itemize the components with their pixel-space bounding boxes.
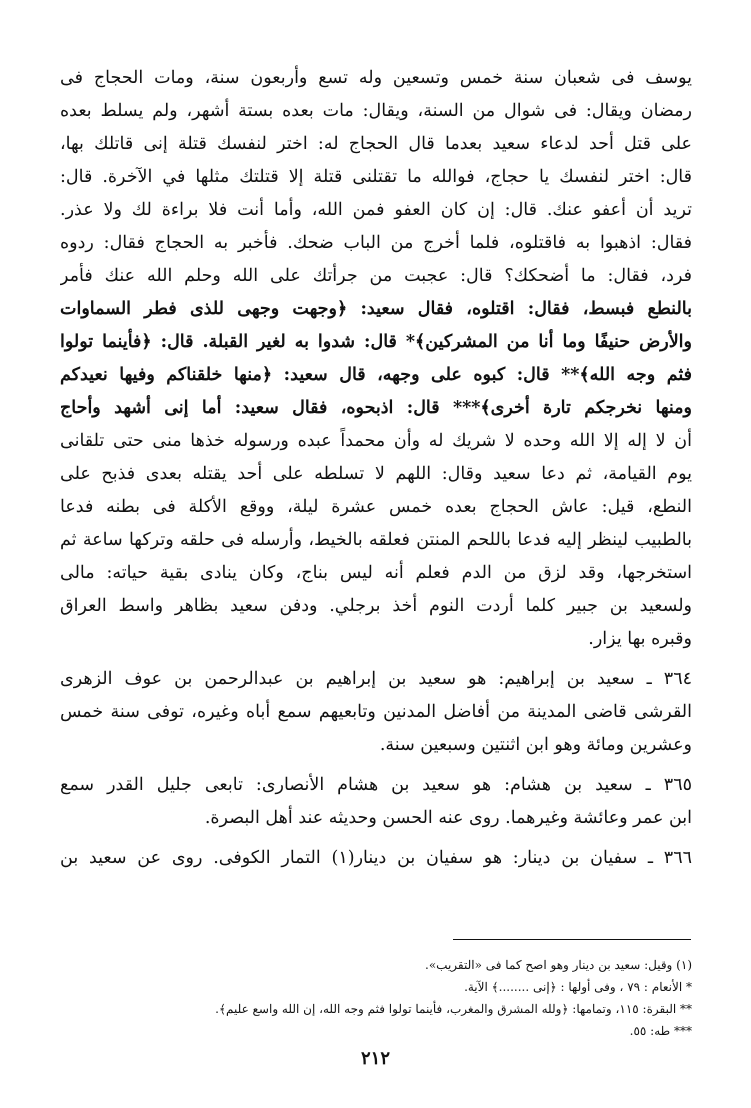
text-line: رمضان ويقال: فى شوال من السنة، ويقال: مات بعده بستة أشهر، ولم يسلط بعده	[60, 101, 692, 121]
text-line: على قتل أحد لدعاء سعيد بعدما قال الحجاج له: اختر لنفسك قتلة إنى قاتلك بها،	[60, 134, 692, 154]
text-line: ولسعيد بن جبير كلما أردت النوم أخذ برجلي. ودفن سعيد بظاهر واسط العراق	[60, 596, 692, 616]
text-line: يوسف فى شعبان سنة خمس وتسعين وله تسع وأربعون سنة، ومات الحجاج فى	[60, 68, 692, 88]
entry-364-line: وعشرين ومائة وهو ابن اثنتين وسبعين سنة.	[379, 735, 692, 755]
text-line: يوم القيامة، ثم دعا سعيد وقال: اللهم لا تسلطه على أحد يقتله بعدى فذبح على	[60, 464, 692, 484]
footnote: ** البقرة: ١١٥، وتمامها: ﴿ولله المشرق والمغرب، فأينما تولوا فثم وجه الله، إن الله واسع عليم﴾.	[215, 1002, 692, 1016]
quran-quote-line: والأرض حنيفًا وما أنا من المشركين﴾* قال: شدوا به لغير القبلة. قال: ﴿فأينما تولوا	[60, 332, 692, 352]
entry-365-line: ابن عمر وعائشة وغيرهما. روى عنه الحسن وحديثه عند أهل البصرة.	[204, 808, 692, 828]
quran-quote-line: بالنطع فبسط، فقال: اقتلوه، فقال سعيد: ﴿وجهت وجهى للذى فطر السماوات	[60, 299, 692, 319]
quran-quote-line: فثم وجه الله﴾** قال: كبوه على وجهه، قال سعيد: ﴿منها خلقناكم وفيها نعيدكم	[60, 365, 692, 385]
footnotes	[60, 954, 692, 1042]
footnote-separator	[453, 939, 691, 940]
footnote: * الأنعام : ٧٩ ، وفى أولها : ﴿إنى ........﴾ الآية.	[464, 980, 692, 994]
quran-quote-line: ومنها نخرجكم تارة أخرى﴾*** قال: اذبحوه، فقال سعيد: أما إنى أشهد وأحاج	[60, 398, 692, 418]
text-line: فرد، فقال: ما أضحكك؟ قال: عجبت من جرأتك على الله وحلم الله عنك فأمر	[60, 266, 692, 286]
text-line: استخرجها، وقد لزق من الدم فعلم أنه ليس بناج، وكان ينادى بقية حياته: مالى	[60, 563, 692, 583]
text-line: فقال: اذهبوا به فاقتلوه، فلما أخرج من الباب ضحك. فأخبر به الحجاج فقال: ردوه	[60, 233, 692, 253]
text-line: النطع، قيل: عاش الحجاج بعده خمس عشرة ليلة، ووقع الأكلة فى بطنه فدعا	[60, 497, 692, 517]
text-line: وقبره بها يزار.	[588, 629, 692, 649]
paragraph-gap	[60, 656, 692, 663]
page-number: ٢١٢	[360, 1048, 390, 1069]
paragraph-gap	[60, 835, 692, 842]
entry-364-line: القرشى قاضى المدينة من أفاضل المدنين وتابعيهم سمع أباه وغيره، توفى سنة خمس	[60, 702, 692, 722]
text-line: قال: اختر لنفسك يا حجاج، فوالله ما تقتلنى قتلة إلا قتلتك مثلها في الآخرة. قال:	[60, 167, 692, 187]
paragraph-gap	[60, 762, 692, 769]
main-text	[60, 62, 692, 875]
entry-365-line: ٣٦٥ ـ سعيد بن هشام: هو سعيد بن هشام الأنصارى: تابعى جليل القدر سمع	[60, 775, 692, 795]
text-line: أن لا إله إلا الله وحده لا شريك له وأن محمداً عبده ورسوله خذها منى حتى تلقانى	[60, 431, 692, 451]
text-line: بالطبيب لينظر إليه فدعا باللحم المنتن فعلقه بالخيط، وأرسله فى حلقه وتركها ساعة ثم	[60, 530, 692, 550]
entry-366-line: ٣٦٦ ـ سفيان بن دينار: هو سفيان بن دينار(١) التمار الكوفى. روى عن سعيد بن	[60, 848, 692, 868]
entry-364-line: ٣٦٤ ـ سعيد بن إبراهيم: هو سعيد بن إبراهيم بن عبدالرحمن بن عوف الزهرى	[60, 669, 692, 689]
footnote: (١) وقيل: سعيد بن دينار وهو اصح كما فى «التقريب».	[425, 958, 692, 972]
footnote: *** طه: ٥٥.	[629, 1024, 692, 1038]
text-line: تريد أن أعفو عنك. قال: إن كان العفو فمن الله، وأما أنت فلا براءة لك ولا عذر.	[60, 200, 692, 220]
